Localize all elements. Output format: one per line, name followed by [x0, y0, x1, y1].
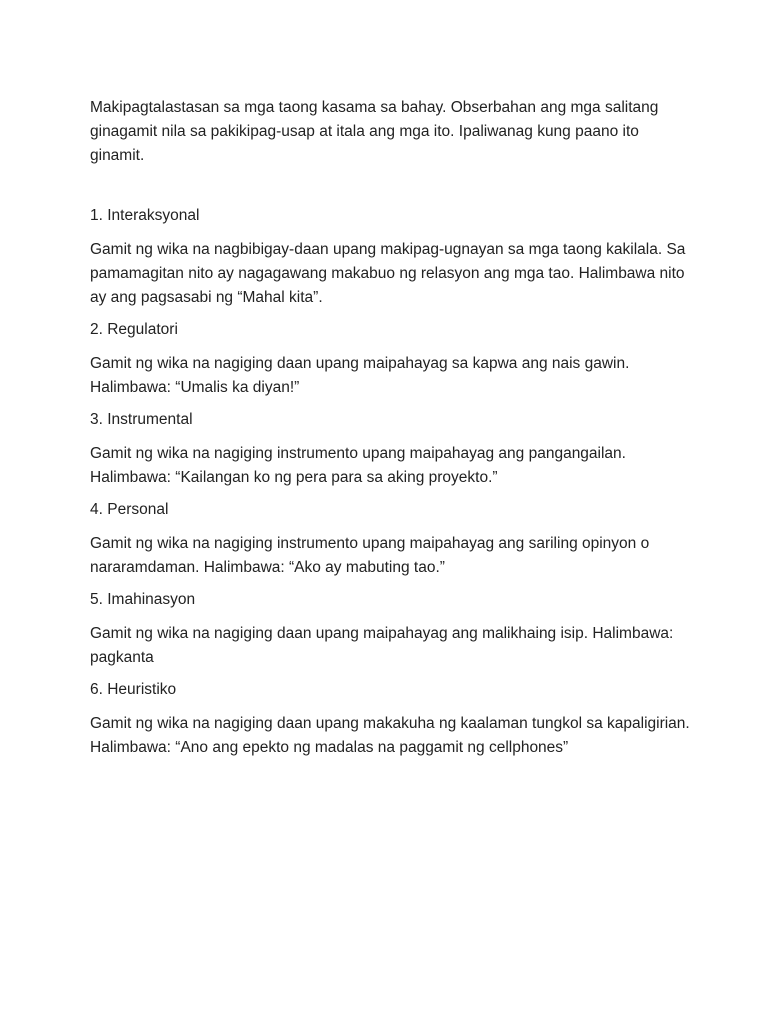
section-heading: 4. Personal	[90, 501, 169, 518]
section-regulatori	[90, 318, 690, 400]
section-interaksyonal	[90, 204, 690, 310]
document-page	[90, 96, 690, 768]
section-heading: 3. Instrumental	[90, 411, 193, 428]
section-body: Gamit ng wika na nagiging instrumento upang maipahayag ang sariling opinyon o nararamdaman. Halimbawa: “Ako ay mabuting tao.”	[90, 535, 650, 576]
section-heuristiko	[90, 678, 690, 760]
section-imahinasyon	[90, 588, 690, 670]
functions-list	[90, 204, 690, 760]
section-body: Gamit ng wika na nagiging daan upang makakuha ng kaalaman tungkol sa kapaligirian. Halimbawa: “Ano ang epekto ng madalas na paggamit ng cellphones”	[90, 715, 690, 756]
section-body: Gamit ng wika na nagbibigay-daan upang makipag-ugnayan sa mga taong kakilala. Sa pamamagitan nito ay nagagawang makabuo ng relasyon ang mga tao. Halimbawa nito ay ang pagsasabi ng “Mahal kita”.	[90, 241, 686, 306]
section-body: Gamit ng wika na nagiging instrumento upang maipahayag ang pangangailan. Halimbawa: “Kailangan ko ng pera para sa aking proyekto.”	[90, 445, 626, 486]
intro-paragraph: Makipagtalastasan sa mga taong kasama sa bahay. Obserbahan ang mga salitang ginagamit nila sa pakikipag-usap at itala ang mga ito. Ipaliwanag kung paano ito ginamit.	[90, 99, 659, 164]
section-heading: 6. Heuristiko	[90, 681, 177, 698]
section-heading: 2. Regulatori	[90, 321, 178, 338]
section-instrumental	[90, 408, 690, 490]
section-personal	[90, 498, 690, 580]
section-heading: 5. Imahinasyon	[90, 591, 196, 608]
section-body: Gamit ng wika na nagiging daan upang maipahayag sa kapwa ang nais gawin. Halimbawa: “Umalis ka diyan!”	[90, 355, 630, 396]
section-body: Gamit ng wika na nagiging daan upang maipahayag ang malikhaing isip. Halimbawa: pagkanta	[90, 625, 674, 666]
section-heading: 1. Interaksyonal	[90, 207, 200, 224]
